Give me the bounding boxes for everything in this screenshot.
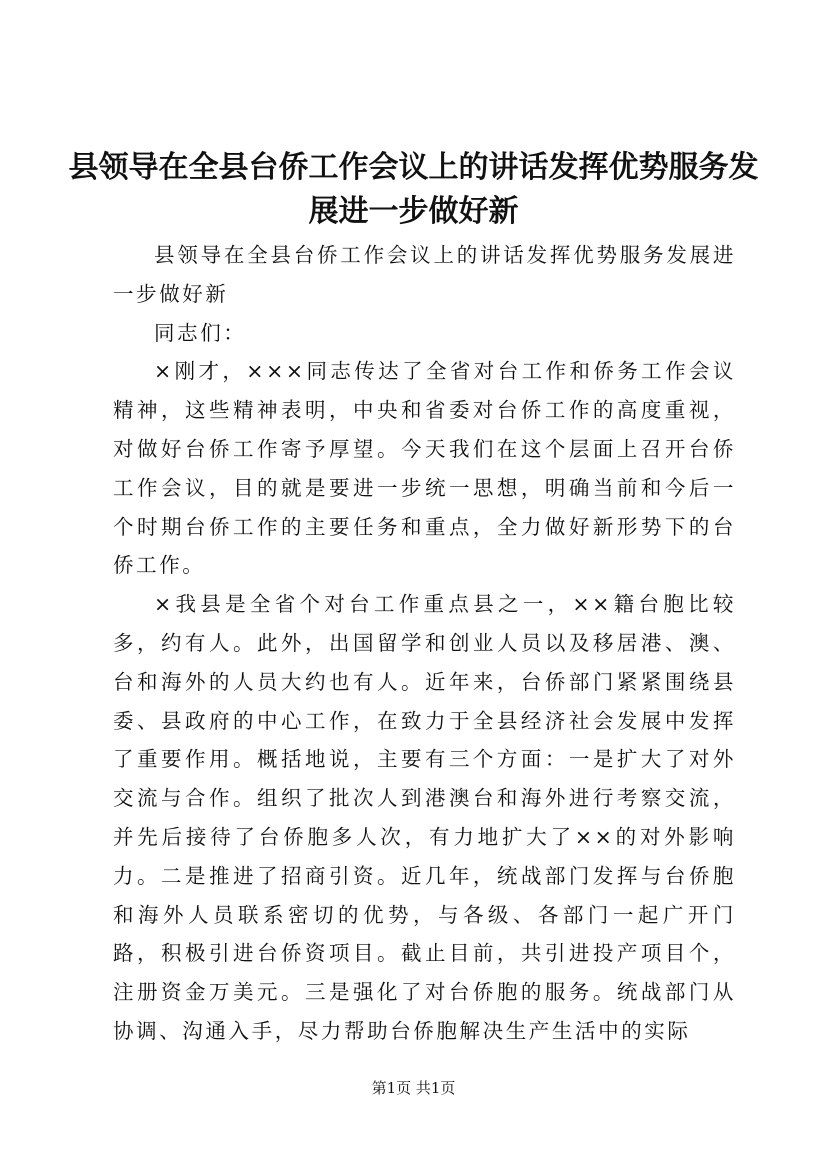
paragraph-achievements: ×我县是全省个对台工作重点县之一，××籍台胞比较多，约有人。此外，出国留学和创业人员以及移居港、澳、台和海外的人员大约也有人。近年来，台侨部门紧紧围绕县委、县政府的中心工作，在致力于全县经济社会发展中发挥了重要作用。概括地说，主要有三个方面：一是扩大了对外交流与合作。组织了批次人到港澳台和海外进行考察交流，并先后接待了台侨胞多人次，有力地扩大了××的对外影响力。二是推进了招商引资。近几年，统战部门发挥与台侨胞和海外人员联系密切的优势，与各级、各部门一起广开门路，积极引进台侨资项目。截止目前，共引进投产项目个，注册资金万美元。三是强化了对台侨胞的服务。统战部门从协调、沟通入手，尽力帮助台侨胞解决生产生活中的实际 [113, 592, 736, 1043]
paragraph-heading-repeat: 县领导在全县台侨工作会议上的讲话发挥优势服务发展进一步做好新 [113, 243, 736, 306]
page-footer: 第1页 共1页 [371, 1079, 456, 1097]
document-title: 县领导在全县台侨工作会议上的讲话发挥优势服务发展进一步做好新 [68, 150, 759, 229]
paragraph-opening: ×刚才，×××同志传达了全省对台工作和侨务工作会议精神，这些精神表明，中央和省委对台侨工作的高度重视，对做好台侨工作寄予厚望。今天我们在这个层面上召开台侨工作会议，目的就是要进一步统一思想，明确当前和今后一个时期台侨工作的主要任务和重点，全力做好新形势下的台侨工作。 [113, 359, 736, 578]
document-body [113, 236, 736, 1051]
paragraph-salutation: 同志们： [154, 320, 247, 345]
